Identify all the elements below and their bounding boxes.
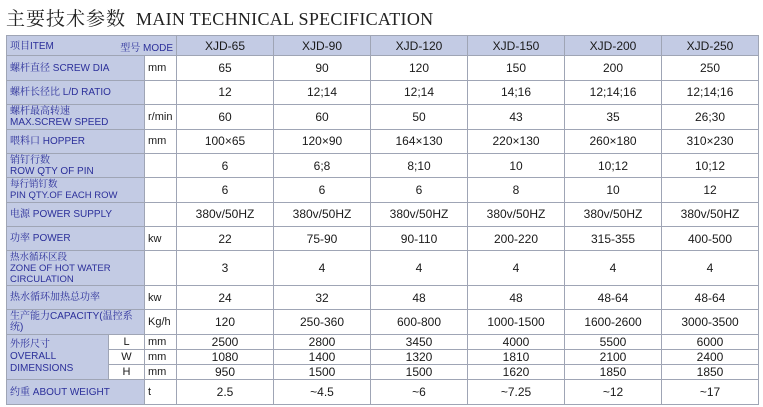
model-header: XJD-200 [565, 36, 662, 56]
dimension-row [7, 350, 759, 365]
dimension-value: 1400 [274, 350, 371, 365]
model-header: XJD-150 [468, 36, 565, 56]
spec-unit: Kg/h [145, 310, 177, 334]
dimension-unit: mm [145, 334, 177, 349]
dimension-value: 4000 [468, 334, 565, 349]
spec-unit [145, 251, 177, 286]
dimension-row [7, 334, 759, 349]
spec-row [7, 129, 759, 153]
dimension-value: 1810 [468, 350, 565, 365]
dimension-value: 6000 [662, 334, 759, 349]
spec-label: 螺杆最高转速 MAX.SCREW SPEED [7, 105, 145, 129]
spec-value: 6 [274, 178, 371, 202]
spec-value: ~7.25 [468, 380, 565, 405]
spec-value: ~6 [371, 380, 468, 405]
header-item-cell [7, 36, 177, 56]
spec-row [7, 56, 759, 80]
dimension-value: 1620 [468, 365, 565, 380]
spec-value: 150 [468, 56, 565, 80]
spec-value: 380v/50HZ [274, 202, 371, 226]
dimension-value: 1500 [274, 365, 371, 380]
spec-value: 220×130 [468, 129, 565, 153]
page-title-en: MAIN TECHNICAL SPECIFICATION [136, 9, 434, 29]
spec-value: 315-355 [565, 227, 662, 251]
spec-value: 1000-1500 [468, 310, 565, 334]
dimension-value: 950 [177, 365, 274, 380]
spec-value: 120 [371, 56, 468, 80]
spec-value: 90-110 [371, 227, 468, 251]
spec-table [6, 35, 759, 405]
spec-value: 6 [371, 178, 468, 202]
spec-value: 380v/50HZ [177, 202, 274, 226]
header-row [7, 36, 759, 56]
dimension-value: 1080 [177, 350, 274, 365]
spec-value: 600-800 [371, 310, 468, 334]
spec-value: 120×90 [274, 129, 371, 153]
spec-value: 10;12 [565, 153, 662, 177]
spec-value: ~4.5 [274, 380, 371, 405]
spec-value: 100×65 [177, 129, 274, 153]
dimension-key: L [109, 334, 145, 349]
spec-row [7, 286, 759, 310]
spec-value: 400-500 [662, 227, 759, 251]
spec-value: 32 [274, 286, 371, 310]
spec-unit [145, 202, 177, 226]
spec-value: 6 [177, 153, 274, 177]
header-item-label: 项目ITEM [10, 41, 54, 53]
spec-value: 12 [177, 80, 274, 104]
spec-row [7, 227, 759, 251]
spec-value: 4 [565, 251, 662, 286]
spec-value: 12;14;16 [565, 80, 662, 104]
dimension-unit: mm [145, 350, 177, 365]
spec-label: 热水循环区段 ZONE OF HOT WATER CIRCULATION [7, 251, 145, 286]
spec-unit: kw [145, 286, 177, 310]
dimension-value: 5500 [565, 334, 662, 349]
spec-value: 250-360 [274, 310, 371, 334]
spec-unit: r/min [145, 105, 177, 129]
spec-table-body [7, 36, 759, 405]
spec-label: 螺杆长径比 L/D RATIO [7, 80, 145, 104]
header-model-label: 型号 MODE [120, 43, 174, 54]
spec-value: 60 [274, 105, 371, 129]
spec-label: 销钉行数 ROW QTY OF PIN [7, 153, 145, 177]
spec-value: 48-64 [565, 286, 662, 310]
spec-value: 8;10 [371, 153, 468, 177]
spec-row [7, 380, 759, 405]
spec-value: 200 [565, 56, 662, 80]
dimension-value: 1500 [371, 365, 468, 380]
spec-label: 螺杆直径 SCREW DIA [7, 56, 145, 80]
spec-value: 12 [662, 178, 759, 202]
spec-value: 48 [468, 286, 565, 310]
spec-value: 250 [662, 56, 759, 80]
spec-value: 35 [565, 105, 662, 129]
spec-value: 2.5 [177, 380, 274, 405]
dimension-value: 1320 [371, 350, 468, 365]
page-title-cn: 主要技术参数 [6, 8, 127, 30]
spec-value: 3 [177, 251, 274, 286]
spec-value: 4 [468, 251, 565, 286]
spec-row [7, 310, 759, 334]
model-header: XJD-250 [662, 36, 759, 56]
model-header: XJD-90 [274, 36, 371, 56]
spec-value: 164×130 [371, 129, 468, 153]
spec-row [7, 202, 759, 226]
spec-label: 喂料口 HOPPER [7, 129, 145, 153]
spec-row [7, 80, 759, 104]
spec-label: 电源 POWER SUPPLY [7, 202, 145, 226]
model-header: XJD-65 [177, 36, 274, 56]
dimension-unit: mm [145, 365, 177, 380]
spec-row [7, 105, 759, 129]
spec-value: 65 [177, 56, 274, 80]
spec-row [7, 178, 759, 202]
dimension-value: 2500 [177, 334, 274, 349]
dimension-key: W [109, 350, 145, 365]
spec-value: 4 [274, 251, 371, 286]
spec-label: 生产能力CAPACITY(温控系统) [7, 310, 145, 334]
spec-value: 10;12 [662, 153, 759, 177]
spec-value: 14;16 [468, 80, 565, 104]
spec-value: 1600-2600 [565, 310, 662, 334]
spec-label: 每行销钉数 PIN QTY.OF EACH ROW [7, 178, 145, 202]
spec-value: 380v/50HZ [662, 202, 759, 226]
spec-value: 380v/50HZ [468, 202, 565, 226]
spec-value: 380v/50HZ [371, 202, 468, 226]
spec-value: 50 [371, 105, 468, 129]
spec-value: 10 [565, 178, 662, 202]
spec-value: 3000-3500 [662, 310, 759, 334]
spec-value: 8 [468, 178, 565, 202]
model-header: XJD-120 [371, 36, 468, 56]
spec-value: 200-220 [468, 227, 565, 251]
spec-value: 260×180 [565, 129, 662, 153]
spec-value: 22 [177, 227, 274, 251]
spec-value: ~17 [662, 380, 759, 405]
spec-label: 约重 ABOUT WEIGHT [7, 380, 145, 405]
dimension-value: 2800 [274, 334, 371, 349]
spec-value: 48 [371, 286, 468, 310]
spec-value: 26;30 [662, 105, 759, 129]
spec-value: 380v/50HZ [565, 202, 662, 226]
spec-value: 60 [177, 105, 274, 129]
spec-value: 43 [468, 105, 565, 129]
spec-value: 4 [371, 251, 468, 286]
spec-value: 12;14 [274, 80, 371, 104]
spec-unit: t [145, 380, 177, 405]
spec-unit: mm [145, 56, 177, 80]
spec-value: 90 [274, 56, 371, 80]
dimension-key: H [109, 365, 145, 380]
dimension-value: 2100 [565, 350, 662, 365]
spec-value: 4 [662, 251, 759, 286]
spec-value: 12;14 [371, 80, 468, 104]
page-title [6, 6, 433, 32]
spec-unit [145, 153, 177, 177]
dimension-value: 2400 [662, 350, 759, 365]
spec-unit [145, 178, 177, 202]
spec-label: 功率 POWER [7, 227, 145, 251]
spec-row [7, 153, 759, 177]
spec-value: 120 [177, 310, 274, 334]
spec-value: 10 [468, 153, 565, 177]
spec-unit [145, 80, 177, 104]
spec-value: 24 [177, 286, 274, 310]
dimension-row [7, 365, 759, 380]
dimension-value: 3450 [371, 334, 468, 349]
spec-value: ~12 [565, 380, 662, 405]
spec-label: 热水循环加热总功率 [7, 286, 145, 310]
spec-value: 12;14;16 [662, 80, 759, 104]
spec-value: 310×230 [662, 129, 759, 153]
spec-value: 6;8 [274, 153, 371, 177]
spec-unit: mm [145, 129, 177, 153]
spec-unit: kw [145, 227, 177, 251]
dimension-value: 1850 [662, 365, 759, 380]
spec-value: 48-64 [662, 286, 759, 310]
dimension-value: 1850 [565, 365, 662, 380]
spec-row [7, 251, 759, 286]
dimensions-label: 外形尺寸 OVERALL DIMENSIONS [7, 334, 109, 380]
spec-value: 75-90 [274, 227, 371, 251]
spec-value: 6 [177, 178, 274, 202]
